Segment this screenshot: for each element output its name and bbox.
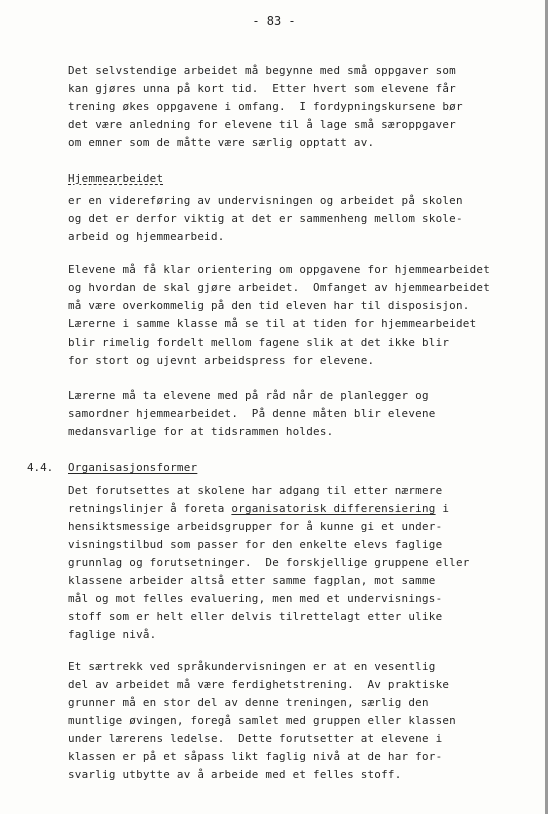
text-line: må være overkommelig på den tid eleven har til disposisjon. [68, 299, 470, 312]
text-line: kan gjøres unna på kort tid. Etter hvert som elevene får [68, 82, 456, 95]
text-segment: retningslinjer å foreta [68, 502, 232, 515]
text-line: stoff som er helt eller delvis tilrettelagt etter ulike [68, 610, 443, 623]
text-line: arbeid og hjemmearbeid. [68, 230, 225, 243]
text-line: del av arbeidet må være ferdighetstrening. Av praktiske [68, 678, 450, 691]
section-heading: Organisasjonsformer [68, 461, 198, 474]
text-line: Lærerne i samme klasse må se til at tiden for hjemmearbeidet [68, 317, 477, 330]
text-line: og hvordan de skal gjøre arbeidet. Omfanget av hjemmearbeidet [68, 281, 491, 294]
text-line: visningstilbud som passer for den enkelte elevs faglige [68, 538, 443, 551]
text-line: er en videreføring av undervisningen og arbeidet på skolen [68, 194, 463, 207]
text-line: muntlige øvingen, foregå samlet med gruppen eller klassen [68, 714, 456, 727]
text-line: om emner som de måtte være særlig opptatt av. [68, 136, 375, 149]
text-line: hensiktsmessige arbeidsgrupper for å kunne gi et under- [68, 520, 443, 533]
text-line: trening økes oppgavene i omfang. I fordypningskursene bør [68, 100, 463, 113]
text-line: Lærerne må ta elevene med på råd når de planlegger og [68, 389, 429, 402]
text-line: Det selvstendige arbeidet må begynne med små oppgaver som [68, 64, 456, 77]
text-line: medansvarlige for at tidsrammen holdes. [68, 425, 334, 438]
section-number: 4.4. [27, 461, 54, 474]
heading-hjemmearbeidet: Hjemmearbeidet [68, 172, 164, 185]
text-line: grunner må en stor del av denne treningen, særlig den [68, 696, 429, 709]
text-line: og det er derfor viktig at det er sammenheng mellom skole- [68, 212, 463, 225]
text-line: under lærerens ledelse. Dette forutsetter at elevene i [68, 732, 443, 745]
text-line: faglige nivå. [68, 628, 157, 641]
emphasis-organisatorisk-differensiering: organisatorisk differensiering [231, 502, 436, 515]
text-line: blir rimelig fordelt mellom fagene slik at det ikke blir [68, 336, 450, 349]
text-line: mål og mot felles evaluering, men med et undervisnings- [68, 592, 443, 605]
text-line: svarlig utbytte av å arbeide med et felles stoff. [68, 768, 402, 781]
text-line: grunnlag og forutsetninger. De forskjellige gruppene eller [68, 556, 470, 569]
text-line: Elevene må få klar orientering om oppgavene for hjemmearbeidet [68, 263, 491, 276]
text-line: samordner hjemmearbeidet. På denne måten blir elevene [68, 407, 436, 420]
text-line: Det forutsettes at skolene har adgang til etter nærmere [68, 484, 443, 497]
text-segment: i [435, 502, 450, 515]
page-number: - 83 - [252, 14, 296, 28]
text-line: Et særtrekk ved språkundervisningen er at en vesentlig [68, 660, 436, 673]
text-line: for stort og ujevnt arbeidspress for elevene. [68, 354, 375, 367]
text-line-with-emphasis [68, 502, 449, 516]
text-line: klassen er på et såpass likt faglig nivå at de har for- [68, 750, 443, 763]
text-line: klassene arbeider altså etter samme fagplan, mot samme [68, 574, 436, 587]
text-line: det være anledning for elevene til å lage små særoppgaver [68, 118, 456, 131]
